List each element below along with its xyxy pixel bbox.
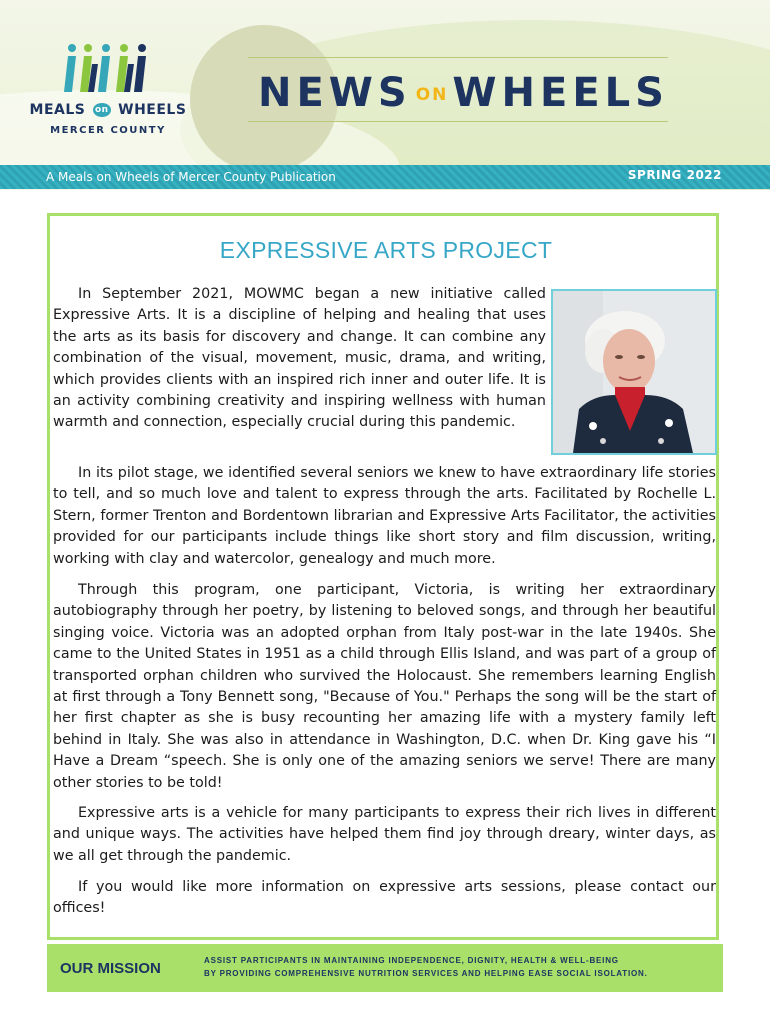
meals-on-wheels-logo (28, 42, 188, 142)
publication-tagline: A Meals on Wheels of Mercer County Publication (46, 170, 336, 184)
article-paragraph: Through this program, one participant, Victoria, is writing her extraordinary autobiography through her poetry, by listening to beloved songs, and through her beautiful singing voice. Victoria was an adopted orphan from Italy post-war in the late 1940s. She came to the United States in 1951 as a child through Ellis Island, and was part of a group of transported orphan children who survived the Holocaust. She remembers learning English at first through a Tony Bennett song, "Because of You." Perhaps the song will be the start of her first chapter as she is busy recounting her amazing life with a mystery family left behind in Italy. She was also in attendance in Washington, D.C. when Dr. King gave his “I Have a Dream “speech. She is only one of the amazing seniors we serve! There are many other stories to be told! (53, 582, 716, 791)
article-paragraph: In September 2021, MOWMC began a new initiative called Expressive Arts. It is a discipline of helping and healing that uses the arts as its basis for discovery and change. It can combine any combination of the visual, movement, music, drama, and writing, which provides clients with an inspired rich inner and outer life. It is an activity combining creativity and inspiring wellness with human warmth and connection, especially crucial during this pandemic. (53, 286, 546, 431)
logo-wordmark: MEALS on WHEELS (29, 102, 187, 118)
masthead-rule-bottom (248, 121, 668, 122)
article-paragraph: If you would like more information on expressive arts sessions, please contact our offices! (53, 879, 716, 917)
issue-season: SPRING 2022 (627, 168, 722, 182)
mission-statement (204, 954, 714, 980)
article-title: EXPRESSIVE ARTS PROJECT (219, 237, 553, 263)
mission-line-1: ASSIST PARTICIPANTS IN MAINTAINING INDEPENDENCE, DIGNITY, HEALTH & WELL-BEING (204, 956, 619, 965)
masthead-rule-top (248, 57, 668, 58)
portrait-photo-icon (553, 291, 715, 453)
article-paragraph: In its pilot stage, we identified several seniors we knew to have extraordinary life stories to tell, and so much love and talent to express through the arts. Facilitated by Rochelle L. Stern, former Trenton and Bordentown librarian and Expressive Arts Facilitator, the activities provided for our participants include things like short story and film discussion, writing, working with clay and watercolor, genealogy and much more. (53, 465, 716, 567)
mission-line-2: BY PROVIDING COMPREHENSIVE NUTRITION SERVICES AND HELPING EASE SOCIAL ISOLATION. (204, 969, 648, 978)
article-paragraph: Expressive arts is a vehicle for many participants to express their rich lives in different and unique ways. The activities have helped them find joy through dreary, winter days, as we all get through the pandemic. (53, 805, 716, 864)
newsletter-masthead: NEWS ON WHEELS (258, 70, 669, 116)
logo-figures-icon (62, 42, 154, 94)
article-photo (551, 289, 717, 455)
logo-county: MERCER COUNTY (50, 125, 166, 136)
mission-label: OUR MISSION (60, 960, 161, 977)
